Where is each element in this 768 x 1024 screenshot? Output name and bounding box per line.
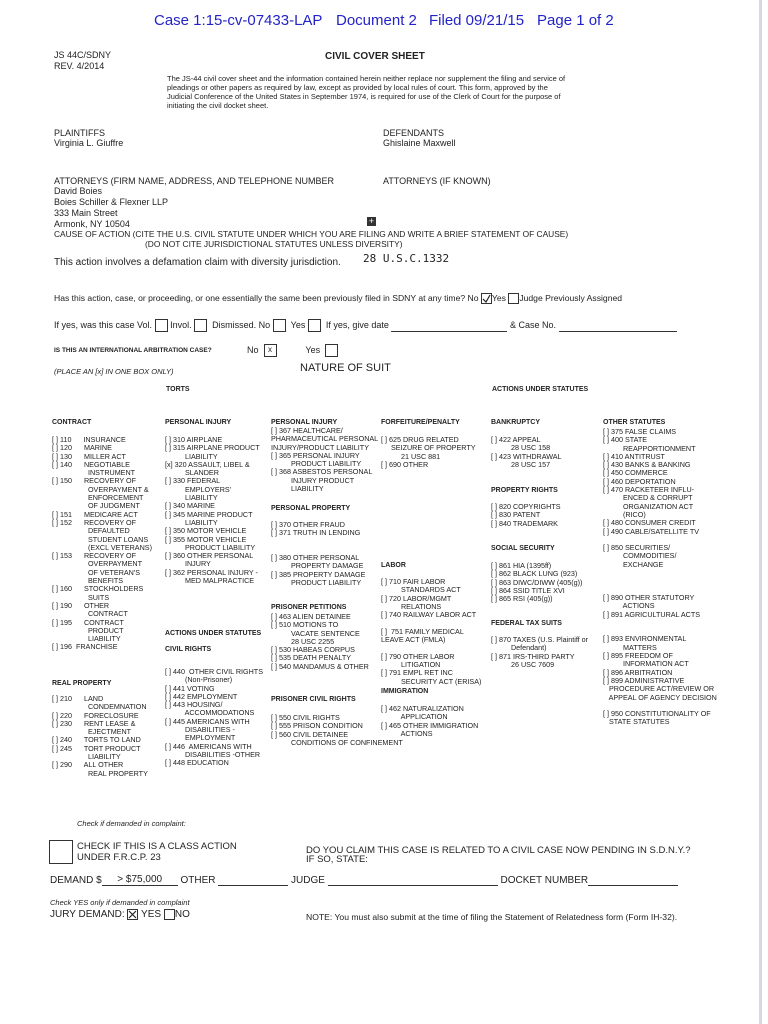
list-item: APPEAL OF AGENCY DECISION <box>603 692 717 702</box>
nature-title: NATURE OF SUIT <box>300 362 391 374</box>
list-item: [ ] 110 INSURANCE <box>52 435 126 444</box>
check-icon <box>482 294 491 303</box>
list-item: [ ] 862 BLACK LUNG (923) <box>491 569 578 579</box>
class-action-label-2: UNDER F.R.C.P. 23 <box>77 852 161 863</box>
date-field[interactable] <box>391 331 507 332</box>
forfeiture-heading: FORFEITURE/PENALTY <box>381 419 460 426</box>
prior-details <box>54 319 677 332</box>
list-item: [ ] 720 LABOR/MGMT <box>381 593 452 603</box>
prior-no-checkbox[interactable] <box>481 293 492 304</box>
list-item: [ ] 463 ALIEN DETAINEE <box>271 612 351 621</box>
defendants-label: DEFENDANTS <box>383 128 445 138</box>
list-item: [ ] 362 PERSONAL INJURY - <box>165 567 258 577</box>
arbitration-no-label: No <box>247 344 259 355</box>
civil-rights-list <box>165 668 263 768</box>
list-item: [ ] 790 OTHER LABOR <box>381 651 455 661</box>
list-item: OF JUDGMENT <box>52 501 140 511</box>
arbitration-question: IS THIS AN INTERNATIONAL ARBITRATION CASE? <box>54 347 212 354</box>
personal-injury-2-list <box>271 427 378 493</box>
list-item: [ ] 896 ARBITRATION <box>603 667 673 677</box>
list-item: [ ] 465 OTHER IMMIGRATION <box>381 720 479 730</box>
prisoner-civil-rights-heading: PRISONER CIVIL RIGHTS <box>271 696 356 703</box>
list-item <box>603 569 717 577</box>
form-revision: REV. 4/2014 <box>54 61 105 71</box>
list-item: [ ] 751 FAMILY MEDICAL <box>381 626 464 636</box>
jury-label: JURY DEMAND: <box>50 909 125 921</box>
list-item: [ ] 446 AMERICANS WITH <box>165 741 252 751</box>
list-item: STANDARDS ACT <box>381 585 461 595</box>
personal-injury-2-heading: PERSONAL INJURY <box>271 419 338 426</box>
list-item <box>603 577 717 585</box>
list-item: PHARMACEUTICAL PERSONAL <box>271 434 379 444</box>
list-item: [ ] 445 AMERICANS WITH <box>165 716 250 726</box>
list-item: [ ] 890 OTHER STATUTORY <box>603 592 695 602</box>
federal-tax-heading: FEDERAL TAX SUITS <box>491 620 562 627</box>
contract-list <box>52 436 152 652</box>
list-item: ORGANIZATION ACT <box>603 501 694 511</box>
jury-no-checkbox[interactable] <box>164 909 175 920</box>
list-item: [ ] 830 PATENT <box>491 510 541 520</box>
list-item: OF VETERAN'S <box>52 567 141 577</box>
list-item: INJURY/PRODUCT LIABILITY <box>271 442 369 452</box>
bankruptcy-heading: BANKRUPTCY <box>491 419 540 426</box>
list-item: [ ] 480 CONSUMER CREDIT <box>603 518 696 528</box>
list-item: [ ] 210 LAND <box>52 694 104 703</box>
attorney-line-3: 333 Main Street <box>54 208 118 218</box>
list-item: ACCOMMODATIONS <box>165 708 255 718</box>
list-item: INSTRUMENT <box>52 468 136 478</box>
defendant-attorney-label: ATTORNEYS (IF KNOWN) <box>383 176 491 186</box>
real-property-heading: REAL PROPERTY <box>52 680 112 687</box>
list-item: BENEFITS <box>52 576 124 586</box>
list-item: [ ] 550 CIVIL RIGHTS <box>271 713 340 722</box>
dismissed-no-checkbox[interactable] <box>273 319 286 332</box>
list-item: [ ] 870 TAXES (U.S. Plaintiff or <box>491 635 589 644</box>
class-action-checkbox[interactable] <box>49 840 73 864</box>
document-number: Document 2 <box>336 12 417 29</box>
demand-field[interactable] <box>102 874 178 886</box>
list-item: EXCHANGE <box>603 559 664 569</box>
list-item: [ ] 196 FRANCHISE <box>52 642 118 652</box>
list-item: [ ] 840 TRADEMARK <box>491 518 558 528</box>
x-mark-icon <box>128 910 137 919</box>
plaintiff-name: Virginia L. Giuffre <box>54 138 124 148</box>
list-item: [ ] 530 HABEAS CORPUS <box>271 645 355 655</box>
intro-line-1: The JS-44 civil cover sheet and the information contained herein neither replace nor supplement the filing and service of <box>167 74 566 83</box>
list-item: [ ] 864 SSID TITLE XVI <box>491 585 565 595</box>
list-item: [ ] 375 FALSE CLAIMS <box>603 427 677 436</box>
dismissed-label: Dismissed. No <box>212 319 271 330</box>
list-item: Defendant) <box>491 643 547 653</box>
list-item <box>271 538 365 546</box>
list-item: (EXCL VETERANS) <box>52 542 152 552</box>
case-no-label: & Case No. <box>509 319 556 330</box>
attorney-line-2: Boies Schiller & Flexner LLP <box>54 197 169 207</box>
list-item: [ ] 555 PRISON CONDITION <box>271 721 363 731</box>
list-item <box>603 619 717 627</box>
list-item: MED MALPRACTICE <box>165 576 255 586</box>
forfeiture-list <box>381 436 476 469</box>
list-item: [ ] 315 AIRPLANE PRODUCT <box>165 443 260 453</box>
page-number: Page 1 of 2 <box>537 12 614 29</box>
list-item: [ ] 160 STOCKHOLDERS <box>52 584 144 594</box>
other-statutes-list <box>603 428 717 727</box>
list-item: ENCED & CORRUPT <box>603 493 693 503</box>
labor-heading: LABOR <box>381 562 406 569</box>
list-item: [ ] 230 RENT LEASE & <box>52 718 136 728</box>
list-item: LEAVE ACT (FMLA) <box>381 635 446 645</box>
docket-field[interactable] <box>588 885 678 886</box>
list-item: [ ] 153 RECOVERY OF <box>52 551 137 561</box>
list-item: [ ] 535 DEATH PENALTY <box>271 653 352 663</box>
cause-text: This action involves a defamation claim with diversity jurisdiction. <box>54 257 341 268</box>
jury-no-label: NO <box>174 909 190 921</box>
list-item: STATE STATUTES <box>603 717 670 727</box>
list-item: [ ] 895 FREEDOM OF <box>603 651 673 661</box>
list-item: [ ] 340 MARINE <box>165 501 215 511</box>
class-action-label-1: CHECK IF THIS IS A CLASS ACTION <box>77 841 237 852</box>
list-item: [ ] 240 TORTS TO LAND <box>52 735 141 745</box>
contract-heading: CONTRACT <box>52 419 92 426</box>
list-item: LIABILITY <box>52 752 121 762</box>
torts-heading: TORTS <box>166 386 190 393</box>
list-item: [ ] 441 VOTING <box>165 683 215 693</box>
list-item: SEIZURE OF PROPERTY <box>381 443 476 453</box>
list-item: [ ] 370 OTHER FRAUD <box>271 520 345 529</box>
list-item: 21 USC 881 <box>381 451 441 461</box>
check-yes-label: Check YES only if demanded in complaint <box>50 898 190 907</box>
list-item: [ ] 871 IRS-THIRD PARTY <box>491 651 575 661</box>
plaintiffs-label: PLAINTIFFS <box>54 128 106 138</box>
list-item: 26 USC 7609 <box>491 659 555 669</box>
list-item: [ ] 245 TORT PRODUCT <box>52 743 141 753</box>
list-item: [ ] 462 NATURALIZATION <box>381 704 464 713</box>
list-item: OVERPAYMENT & <box>52 484 149 494</box>
invol-checkbox[interactable] <box>194 319 207 332</box>
list-item: [ ] 861 HIA (1395ff) <box>491 561 552 570</box>
list-item: INJURY <box>165 559 211 569</box>
list-item: [ ] 690 OTHER <box>381 459 429 469</box>
cause-label: CAUSE OF ACTION (CITE THE U.S. CIVIL STATUTE UNDER WHICH YOU ARE FILING AND WRITE A BRIEF STATEMENT OF CAUSE) <box>54 229 569 239</box>
list-item: [ ] 150 RECOVERY OF <box>52 476 137 486</box>
list-item: [ ] 863 DIWC/DIWW (405(g)) <box>491 577 583 587</box>
list-item: LITIGATION <box>381 659 441 669</box>
arbitration-options <box>247 344 338 357</box>
list-item: SUITS <box>52 592 110 602</box>
list-item: [ ] 893 ENVIRONMENTAL <box>603 634 687 644</box>
list-item: INJURY PRODUCT <box>271 475 355 485</box>
list-item: [ ] 423 WITHDRAWAL <box>491 451 562 461</box>
list-item: DISABILITIES -OTHER <box>165 749 261 759</box>
list-item: PRODUCT LIABILITY <box>165 542 256 552</box>
list-item: 28 USC 2255 <box>271 636 335 646</box>
list-item: [ ] 330 FEDERAL <box>165 476 221 486</box>
personal-property-list <box>271 521 365 587</box>
list-item: [ ] 422 APPEAL <box>491 435 541 444</box>
jury-yes-label: YES <box>141 909 162 921</box>
list-item: CONDEMNATION <box>52 702 147 712</box>
list-item: (RICO) <box>603 509 646 519</box>
place-instruction: (PLACE AN [x] IN ONE BOX ONLY) <box>54 367 174 376</box>
vol-checkbox[interactable] <box>155 319 168 332</box>
list-item: EMPLOYERS' <box>165 484 232 494</box>
case-number: Case 1:15-cv-07433-LAP <box>154 12 323 29</box>
form-title: CIVIL COVER SHEET <box>325 51 425 62</box>
arbitration-no-checkbox[interactable] <box>264 344 277 357</box>
list-item: [ ] 442 EMPLOYMENT <box>165 691 238 701</box>
list-item: PRODUCT <box>52 625 124 635</box>
civil-rights-heading: CIVIL RIGHTS <box>165 646 212 653</box>
list-item: LIABILITY <box>165 517 218 527</box>
list-item: SECURITY ACT (ERISA) <box>381 676 482 686</box>
actions-under-statutes-heading: ACTIONS UNDER STATUTES <box>165 630 262 637</box>
list-item: EJECTMENT <box>52 727 132 737</box>
list-item: [ ] 140 NEGOTIABLE <box>52 459 130 469</box>
list-item: [ ] 443 HOUSING/ <box>165 700 223 710</box>
list-item: [ ] 385 PROPERTY DAMAGE <box>271 569 366 579</box>
list-item: SLANDER <box>165 468 219 478</box>
list-item: [ ] 220 FORECLOSURE <box>52 710 139 720</box>
list-item: RELATIONS <box>381 601 442 611</box>
docket-label: DOCKET NUMBER <box>500 875 589 886</box>
invol-label: Invol. <box>170 319 192 330</box>
prior-question <box>54 293 622 304</box>
list-item: [ ] 490 CABLE/SATELLITE TV <box>603 526 700 536</box>
list-item: INFORMATION ACT <box>603 659 689 669</box>
social-security-heading: SOCIAL SECURITY <box>491 545 555 552</box>
list-item: LIABILITY <box>165 493 218 503</box>
list-item: [ ] 560 CIVIL DETAINEE <box>271 729 349 739</box>
check-demanded-label: Check if demanded in complaint: <box>77 819 186 828</box>
list-item: [ ] 151 MEDICARE ACT <box>52 509 138 519</box>
defendant-name: Ghislaine Maxwell <box>383 138 456 148</box>
list-item: REAPPORTIONMENT <box>603 443 696 453</box>
list-item: [ ] 195 CONTRACT <box>52 617 124 627</box>
prisoner-petitions-list <box>271 613 369 671</box>
bankruptcy-list <box>491 436 562 469</box>
prior-yes-label: Yes <box>491 293 506 303</box>
demand-value: > $75,000 <box>117 874 163 885</box>
plus-icon: + <box>368 216 375 226</box>
personal-injury-list <box>165 436 260 585</box>
list-item: [ ] 400 STATE <box>603 435 648 445</box>
list-item: (Non-Prisoner) <box>165 675 233 685</box>
list-item: LIABILITY <box>271 484 324 494</box>
prisoner-petitions-heading: PRISONER PETITIONS <box>271 604 347 611</box>
list-item: [ ] 368 ASBESTOS PERSONAL <box>271 467 373 477</box>
related-question-1: DO YOU CLAIM THIS CASE IS RELATED TO A CIVIL CASE NOW PENDING IN S.D.N.Y.? <box>306 845 691 856</box>
other-field[interactable] <box>218 885 288 886</box>
relatedness-note: NOTE: You must also submit at the time of filing the Statement of Relatedness form (Form IH-32). <box>306 912 678 922</box>
list-item: COMMODITIES/ <box>603 551 677 561</box>
jury-row <box>50 909 190 920</box>
list-item: [ ] 365 PERSONAL INJURY <box>271 450 360 460</box>
list-item: [ ] 345 MARINE PRODUCT <box>165 509 253 519</box>
list-item: REAL PROPERTY <box>52 768 148 778</box>
list-item: [ ] 350 MOTOR VEHICLE <box>165 526 247 536</box>
intro-line-3: Judicial Conference of the United States in September 1974, is required for use of the Clerk of Court for the purpose of <box>167 92 561 101</box>
list-item: [ ] 310 AIRPLANE <box>165 435 223 444</box>
list-item: [ ] 850 SECURITIES/ <box>603 543 671 553</box>
list-item: CONDITIONS OF CONFINEMENT <box>271 737 403 747</box>
personal-injury-heading: PERSONAL INJURY <box>165 419 232 426</box>
dismissed-yes-checkbox[interactable] <box>308 319 321 332</box>
list-item: DEFAULTED <box>52 526 130 536</box>
dismissed-yes-label: Yes <box>290 319 306 330</box>
attorney-line-1: David Boies <box>54 186 103 196</box>
list-item: [ ] 152 RECOVERY OF <box>52 517 137 527</box>
property-rights-heading: PROPERTY RIGHTS <box>491 487 558 494</box>
list-item: [ ] 791 EMPL RET INC <box>381 668 453 678</box>
list-item: ACTIONS <box>381 728 433 738</box>
list-item: [ ] 470 RACKETEER INFLU- <box>603 485 695 495</box>
ifyes-label: If yes, was this case Vol. <box>54 319 153 330</box>
list-item: STUDENT LOANS <box>52 534 149 544</box>
list-item: LIABILITY <box>52 634 121 644</box>
list-item: 28 USC 157 <box>491 459 551 469</box>
list-item: MATTERS <box>603 642 657 652</box>
list-item: 28 USC 158 <box>491 443 551 453</box>
list-item: [ ] 510 MOTIONS TO <box>271 620 339 630</box>
arbitration-yes-label: Yes <box>305 344 321 355</box>
labor-list <box>381 578 481 686</box>
list-item: [ ] 891 AGRICULTURAL ACTS <box>603 609 701 619</box>
list-item: [ ] 450 COMMERCE <box>603 468 668 478</box>
cause-sub: (DO NOT CITE JURISDICTIONAL STATUTES UNLESS DIVERSITY) <box>145 239 403 249</box>
immigration-heading: IMMIGRATION <box>381 688 429 695</box>
list-item: PRODUCT LIABILITY <box>271 578 362 588</box>
list-item: [ ] 190 OTHER <box>52 600 110 610</box>
demand-row <box>50 874 678 886</box>
list-item: [ ] 371 TRUTH IN LENDING <box>271 528 361 538</box>
list-item: PROPERTY DAMAGE <box>271 561 364 571</box>
page-edge <box>759 0 762 1024</box>
list-item: ENFORCEMENT <box>52 493 144 503</box>
list-item: CONTRACT <box>52 609 128 619</box>
prior-question-text: Has this action, case, or proceeding, or one essentially the same been previously filed in SDNY at any time? No <box>54 293 479 303</box>
list-item: [ ] 360 OTHER PERSONAL <box>165 551 254 561</box>
arbitration-no-mark: x <box>268 345 273 354</box>
immigration-list <box>381 705 478 738</box>
list-item: [ ] 460 DEPORTATION <box>603 476 676 486</box>
case-no-field[interactable] <box>559 331 677 332</box>
list-item: [ ] 120 MARINE <box>52 443 112 453</box>
list-item: [ ] 950 CONSTITUTIONALITY OF <box>603 709 711 719</box>
list-item: APPLICATION <box>381 712 448 722</box>
give-date-label: If yes, give date <box>325 319 389 330</box>
judge-assigned-label: Judge Previously Assigned <box>519 293 623 303</box>
list-item: [ ] 820 COPYRIGHTS <box>491 502 561 511</box>
list-item: [ ] 410 ANTITRUST <box>603 451 665 461</box>
statutes-heading: ACTIONS UNDER STATUTES <box>492 386 589 393</box>
list-item: [ ] 430 BANKS & BANKING <box>603 460 691 470</box>
list-item: [ ] 540 MANDAMUS & OTHER <box>271 661 369 671</box>
jury-yes-checkbox[interactable] <box>127 909 138 920</box>
intro-line-4: initiating the civil docket sheet. <box>167 101 269 110</box>
real-property-list <box>52 695 148 778</box>
list-item: [ ] 380 OTHER PERSONAL <box>271 553 360 563</box>
cause-statute: 28 U.S.C.1332 <box>363 252 450 265</box>
judge-field[interactable] <box>328 885 498 886</box>
plaintiff-attorney-label: ATTORNEYS (FIRM NAME, ADDRESS, AND TELEPHONE NUMBER <box>54 176 335 186</box>
list-item: ACTIONS <box>603 601 655 611</box>
judge-label: JUDGE <box>291 875 325 886</box>
prior-yes-checkbox[interactable] <box>508 293 519 304</box>
filed-date: Filed 09/21/15 <box>429 12 525 29</box>
list-item: [ ] 740 RAILWAY LABOR ACT <box>381 610 477 620</box>
related-question-2: IF SO, STATE: <box>306 854 368 865</box>
list-item: PROCEDURE ACT/REVIEW OR <box>603 684 715 694</box>
list-item: [ ] 440 OTHER CIVIL RIGHTS <box>165 667 263 676</box>
list-item: [ ] 130 MILLER ACT <box>52 451 126 461</box>
list-item: LIABILITY <box>165 451 218 461</box>
list-item: EMPLOYMENT <box>165 733 236 743</box>
federal-tax-list <box>491 636 588 669</box>
list-item: PRODUCT LIABILITY <box>271 459 362 469</box>
list-item: [x] 320 ASSAULT, LIBEL & <box>165 459 250 469</box>
attorney-line-4: Armonk, NY 10504 <box>54 219 130 229</box>
list-item: [ ] 355 MOTOR VEHICLE <box>165 534 247 544</box>
list-item: [ ] 710 FAIR LABOR <box>381 577 446 586</box>
list-item: [ ] 625 DRUG RELATED <box>381 435 459 444</box>
social-security-list <box>491 562 582 603</box>
demand-label: DEMAND $ <box>50 875 102 886</box>
list-item: [ ] 899 ADMINISTRATIVE <box>603 675 685 685</box>
arbitration-yes-checkbox[interactable] <box>325 344 338 357</box>
list-item: [ ] 448 EDUCATION <box>165 758 229 768</box>
list-item: [ ] 290 ALL OTHER <box>52 760 124 770</box>
list-item: [ ] 367 HEALTHCARE/ <box>271 426 343 435</box>
list-item: [ ] 865 RSI (405(g)) <box>491 594 553 604</box>
list-item: OVERPAYMENT <box>52 559 142 569</box>
list-item: DISABILITIES - <box>165 725 235 735</box>
property-rights-list <box>491 503 561 528</box>
intro-line-2: pleadings or other papers as required by law, except as provided by local rules of court. This form, approved by the <box>167 83 548 92</box>
personal-property-heading: PERSONAL PROPERTY <box>271 505 351 512</box>
other-statutes-heading: OTHER STATUTES <box>603 419 666 426</box>
other-label: OTHER <box>180 875 216 886</box>
form-id: JS 44C/SDNY <box>54 50 112 60</box>
list-item: VACATE SENTENCE <box>271 628 360 638</box>
